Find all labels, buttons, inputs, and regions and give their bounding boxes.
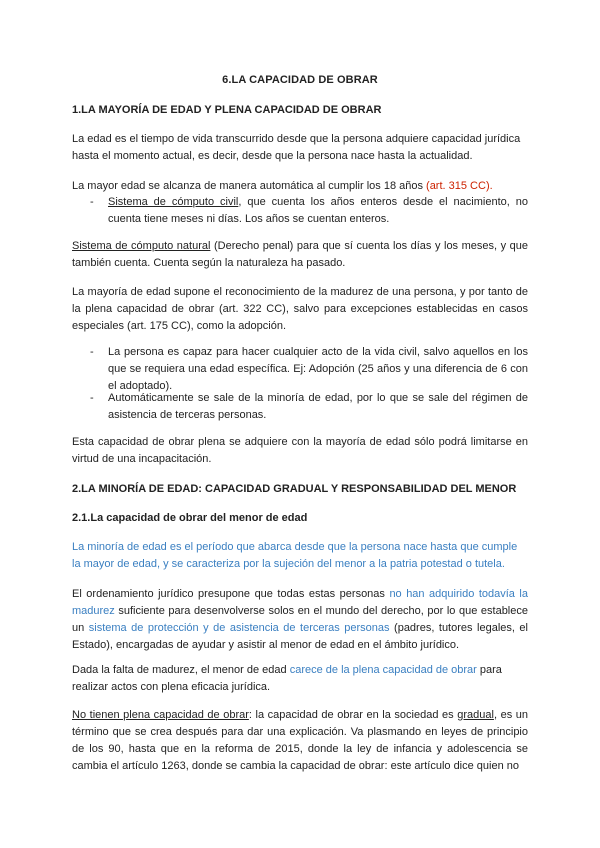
highlighted-text: carece de la plena capacidad de obrar [289,664,477,676]
paragraph-text: para realizar actos con plena eficacia jurídica. [72,664,502,693]
article-reference: (art. 315 CC). [426,180,493,192]
list-item-text: La persona es capaz para hacer cualquier acto de la vida civil, salvo aquellos en los que se requiera una edad específica. Ej: Adopción (25 años y una diferencia de 6 con el adoptado). [108,346,528,392]
paragraph-edad: La edad es el tiempo de vida transcurrido desde que la persona adquiere capacidad jurídica hasta el momento actual, es decir, desde que la persona nace hasta la actualidad. [72,133,521,162]
underlined-term: gradual [457,709,494,721]
paragraph-mayoria-edad: La mayoría de edad supone el reconocimiento de la madurez de una persona, y por tanto de la plena capacidad de obrar (art. 322 CC), salvo para excepciones establecidas en casos especiales (art. 175 CC), como la adopción. [72,286,528,332]
paragraph-falta-madurez [72,662,528,696]
subsection-heading: 2.1.La capacidad de obrar del menor de edad [72,512,308,524]
paragraph-text: El ordenamiento jurídico presupone que todas estas personas [72,588,390,600]
list-item [90,194,528,228]
underlined-term: Sistema de cómputo civil [108,196,239,208]
dash-bullet: - [90,346,94,358]
list-item-text [108,194,528,228]
paragraph-text: : la capacidad de obrar en la sociedad es [248,709,458,721]
list-item-text: Automáticamente se sale de la minoría de edad, por lo que se sale del régimen de asistencia de terceras personas. [108,392,528,421]
paragraph-minoria-edad: La minoría de edad es el período que abarca desde que la persona nace hasta que cumple la mayor de edad, y se caracteriza por la sujeción del menor a la patria potestad o tutela. [72,541,518,570]
underlined-term: No tienen plena capacidad de obrar [72,709,249,721]
section-heading-1: 1.LA MAYORÍA DE EDAD Y PLENA CAPACIDAD DE OBRAR [72,104,382,116]
underlined-term: Sistema de cómputo natural [72,240,211,252]
paragraph-text: (padres, tutores legales, el Estado), encargadas de ayudar y asistir al menor de edad en el ámbito jurídico. [72,622,528,651]
section-heading-2: 2.LA MINORÍA DE EDAD: CAPACIDAD GRADUAL Y RESPONSABILIDAD DEL MENOR [72,483,517,495]
paragraph-rest: (Derecho penal) para que sí cuenta los días y los meses, y que también cuenta. Cuenta según la naturaleza ha pasado. [72,240,528,269]
list-item [90,390,528,424]
paragraph-ordenamiento [72,586,528,654]
paragraph-mayor-edad [72,178,528,195]
paragraph-computo-natural [72,238,528,272]
highlighted-text: no han adquirido todavía la madurez [72,588,528,617]
paragraph-capacidad-gradual [72,707,528,775]
paragraph-incapacitacion: Esta capacidad de obrar plena se adquiere con la mayoría de edad sólo podrá limitarse en virtud de una incapacitación. [72,436,528,465]
document-title: 6.LA CAPACIDAD DE OBRAR [222,74,378,86]
list-item [90,344,528,395]
paragraph-text: suficiente para desenvolverse solos en el mundo del derecho, por lo que establece un [72,605,528,634]
paragraph-text: , es un término que se crea después para dar una explicación. Va plasmando en leyes de principio de los 90, hasta que en la reforma de 2015, donde la ley de infancia y adolescencia se cambia el artículo 1263, donde se cambia la capacidad de obrar: este artículo dice quien no [72,709,528,772]
paragraph-text: Dada la falta de madurez, el menor de edad [72,664,290,676]
dash-bullet: - [90,196,94,208]
highlighted-text: sistema de protección y de asistencia de terceras personas [88,622,390,634]
paragraph-text: La mayor edad se alcanza de manera automática al cumplir los 18 años [72,180,427,192]
list-item-rest: , que cuenta los años enteros desde el nacimiento, no cuenta tiene meses ni días. Los años se cuentan enteros. [108,196,528,225]
dash-bullet: - [90,392,94,404]
